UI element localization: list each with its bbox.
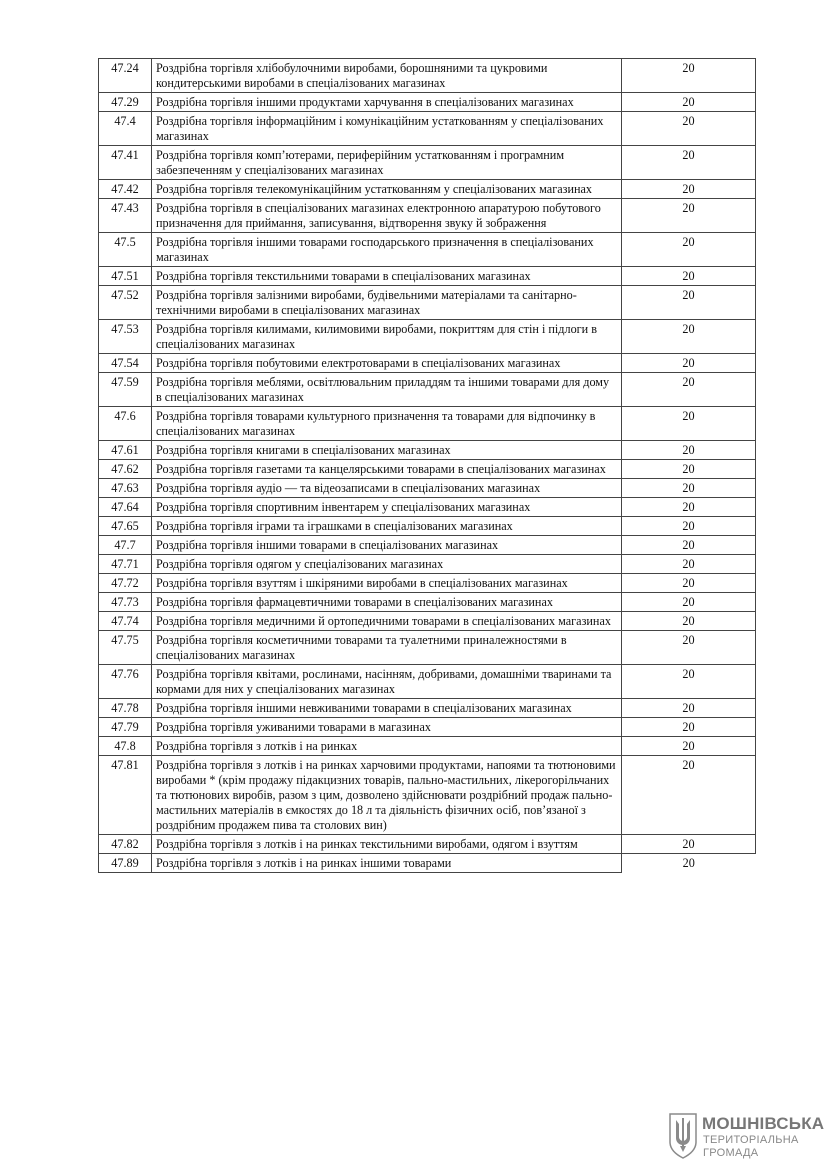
rate-cell: 20 (622, 93, 756, 112)
rate-cell: 20 (622, 517, 756, 536)
description-cell: Роздрібна торгівля уживаними товарами в магазинах (152, 718, 622, 737)
table-row (99, 498, 756, 517)
code-cell: 47.74 (99, 612, 152, 631)
code-cell: 47.63 (99, 479, 152, 498)
table-row (99, 320, 756, 354)
table-row (99, 517, 756, 536)
code-cell: 47.71 (99, 555, 152, 574)
code-cell: 47.8 (99, 737, 152, 756)
rate-cell: 20 (622, 498, 756, 517)
code-cell: 47.73 (99, 593, 152, 612)
description-cell: Роздрібна торгівля хлібобулочними виробами, борошняними та цукровими кондитерськими виробами в спеціалізованих магазинах (152, 59, 622, 93)
code-cell: 47.29 (99, 93, 152, 112)
description-cell: Роздрібна торгівля косметичними товарами та туалетними приналежностями в спеціалізованих магазинах (152, 631, 622, 665)
description-cell: Роздрібна торгівля газетами та канцелярськими товарами в спеціалізованих магазинах (152, 460, 622, 479)
rate-cell: 20 (622, 593, 756, 612)
rate-cell: 20 (622, 199, 756, 233)
code-cell: 47.82 (99, 835, 152, 854)
rate-cell: 20 (622, 699, 756, 718)
code-cell: 47.54 (99, 354, 152, 373)
table-row (99, 555, 756, 574)
code-cell: 47.52 (99, 286, 152, 320)
description-cell: Роздрібна торгівля з лотків і на ринках харчовими продуктами, напоями та тютюновими виробами * (крім продажу підакцизних товарів, пально-мастильних, лікерогорільчаних та тютюнових виробів, разом з цим, дозволено здійснювати роздрібний продаж пально-мастильних матеріалів в ємкостях до 18 л та діяльність фізичних осіб, пов’язаної з роздрібним продажем пива та столових вин) (152, 756, 622, 835)
logo-line-2: ТЕРИТОРІАЛЬНА (703, 1134, 799, 1146)
code-cell: 47.41 (99, 146, 152, 180)
description-cell: Роздрібна торгівля аудіо — та відеозаписами в спеціалізованих магазинах (152, 479, 622, 498)
logo-line-1: МОШНІВСЬКА (702, 1114, 825, 1133)
table-row (99, 233, 756, 267)
description-cell: Роздрібна торгівля іншими товарами в спеціалізованих магазинах (152, 536, 622, 555)
table-row (99, 612, 756, 631)
rate-cell: 20 (622, 112, 756, 146)
table-row (99, 665, 756, 699)
code-cell: 47.6 (99, 407, 152, 441)
activity-codes-table (98, 58, 756, 873)
table-row (99, 441, 756, 460)
code-cell: 47.51 (99, 267, 152, 286)
description-cell: Роздрібна торгівля книгами в спеціалізованих магазинах (152, 441, 622, 460)
code-cell: 47.78 (99, 699, 152, 718)
table-row (99, 536, 756, 555)
table-body (99, 59, 756, 873)
rate-cell: 20 (622, 441, 756, 460)
rate-cell: 20 (622, 756, 756, 835)
rate-cell: 20 (622, 233, 756, 267)
trident-emblem-icon (668, 1112, 698, 1160)
table-row (99, 199, 756, 233)
logo-line-3: ГРОМАДА (703, 1147, 759, 1159)
description-cell: Роздрібна торгівля телекомунікаційним устаткованням у спеціалізованих магазинах (152, 180, 622, 199)
code-cell: 47.64 (99, 498, 152, 517)
code-cell: 47.42 (99, 180, 152, 199)
code-cell: 47.5 (99, 233, 152, 267)
code-cell: 47.53 (99, 320, 152, 354)
rate-cell: 20 (622, 536, 756, 555)
description-cell: Роздрібна торгівля іграми та іграшками в спеціалізованих магазинах (152, 517, 622, 536)
table-row (99, 718, 756, 737)
code-cell: 47.81 (99, 756, 152, 835)
table-row (99, 407, 756, 441)
description-cell: Роздрібна торгівля фармацевтичними товарами в спеціалізованих магазинах (152, 593, 622, 612)
rate-cell: 20 (622, 737, 756, 756)
description-cell: Роздрібна торгівля іншими невживаними товарами в спеціалізованих магазинах (152, 699, 622, 718)
rate-cell: 20 (622, 479, 756, 498)
code-cell: 47.75 (99, 631, 152, 665)
table-row (99, 593, 756, 612)
description-cell: Роздрібна торгівля інформаційним і комунікаційним устаткованням у спеціалізованих магазинах (152, 112, 622, 146)
code-cell: 47.89 (99, 854, 152, 873)
table-row (99, 59, 756, 93)
rate-cell: 20 (622, 320, 756, 354)
code-cell: 47.65 (99, 517, 152, 536)
table-row (99, 479, 756, 498)
rate-cell: 20 (622, 574, 756, 593)
table-row (99, 180, 756, 199)
description-cell: Роздрібна торгівля килимами, килимовими виробами, покриттям для стін і підлоги в спеціалізованих магазинах (152, 320, 622, 354)
description-cell: Роздрібна торгівля квітами, рослинами, насінням, добривами, домашніми тваринами та кормами для них у спеціалізованих магазинах (152, 665, 622, 699)
table-row (99, 835, 756, 854)
rate-cell: 20 (622, 146, 756, 180)
description-cell: Роздрібна торгівля з лотків і на ринках іншими товарами (152, 854, 622, 873)
table-row (99, 93, 756, 112)
description-cell: Роздрібна торгівля з лотків і на ринках (152, 737, 622, 756)
rate-cell: 20 (622, 373, 756, 407)
table-row (99, 354, 756, 373)
rate-cell: 20 (622, 354, 756, 373)
code-cell: 47.43 (99, 199, 152, 233)
rate-cell: 20 (622, 286, 756, 320)
rate-cell: 20 (622, 631, 756, 665)
description-cell: Роздрібна торгівля іншими продуктами харчування в спеціалізованих магазинах (152, 93, 622, 112)
code-cell: 47.72 (99, 574, 152, 593)
code-cell: 47.4 (99, 112, 152, 146)
table-row (99, 373, 756, 407)
rate-cell: 20 (622, 555, 756, 574)
rate-cell: 20 (622, 665, 756, 699)
table-row (99, 286, 756, 320)
description-cell: Роздрібна торгівля спортивним інвентарем у спеціалізованих магазинах (152, 498, 622, 517)
description-cell: Роздрібна торгівля комп’ютерами, периферійним устаткованням і програмним забезпеченням у спеціалізованих магазинах (152, 146, 622, 180)
rate-cell: 20 (622, 612, 756, 631)
code-cell: 47.7 (99, 536, 152, 555)
table-row (99, 267, 756, 286)
code-cell: 47.24 (99, 59, 152, 93)
rate-cell: 20 (622, 835, 756, 854)
description-cell: Роздрібна торгівля залізними виробами, будівельними матеріалами та санітарно-технічними виробами в спеціалізованих магазинах (152, 286, 622, 320)
description-cell: Роздрібна торгівля товарами культурного призначення та товарами для відпочинку в спеціалізованих магазинах (152, 407, 622, 441)
table-row (99, 574, 756, 593)
description-cell: Роздрібна торгівля в спеціалізованих магазинах електронною апаратурою побутового призначення для приймання, записування, відтворення звуку й зображення (152, 199, 622, 233)
description-cell: Роздрібна торгівля медичними й ортопедичними товарами в спеціалізованих магазинах (152, 612, 622, 631)
code-cell: 47.76 (99, 665, 152, 699)
rate-cell: 20 (622, 407, 756, 441)
table-row (99, 112, 756, 146)
description-cell: Роздрібна торгівля текстильними товарами в спеціалізованих магазинах (152, 267, 622, 286)
description-cell: Роздрібна торгівля одягом у спеціалізованих магазинах (152, 555, 622, 574)
table-row (99, 631, 756, 665)
code-cell: 47.59 (99, 373, 152, 407)
table-row (99, 146, 756, 180)
table-row (99, 854, 756, 873)
table-row (99, 460, 756, 479)
table-row (99, 737, 756, 756)
code-cell: 47.61 (99, 441, 152, 460)
community-logo (668, 1112, 825, 1164)
rate-cell: 20 (622, 59, 756, 93)
description-cell: Роздрібна торгівля меблями, освітлювальним приладдям та іншими товарами для дому в спеціалізованих магазинах (152, 373, 622, 407)
rate-cell: 20 (622, 267, 756, 286)
table-row (99, 756, 756, 835)
rate-cell: 20 (622, 460, 756, 479)
rate-cell: 20 (622, 180, 756, 199)
code-cell: 47.79 (99, 718, 152, 737)
description-cell: Роздрібна торгівля побутовими електротоварами в спеціалізованих магазинах (152, 354, 622, 373)
description-cell: Роздрібна торгівля з лотків і на ринках текстильними виробами, одягом і взуттям (152, 835, 622, 854)
rate-cell: 20 (622, 718, 756, 737)
description-cell: Роздрібна торгівля взуттям і шкіряними виробами в спеціалізованих магазинах (152, 574, 622, 593)
table-row (99, 699, 756, 718)
description-cell: Роздрібна торгівля іншими товарами господарського призначення в спеціалізованих магазинах (152, 233, 622, 267)
code-cell: 47.62 (99, 460, 152, 479)
rate-cell: 20 (622, 854, 756, 873)
